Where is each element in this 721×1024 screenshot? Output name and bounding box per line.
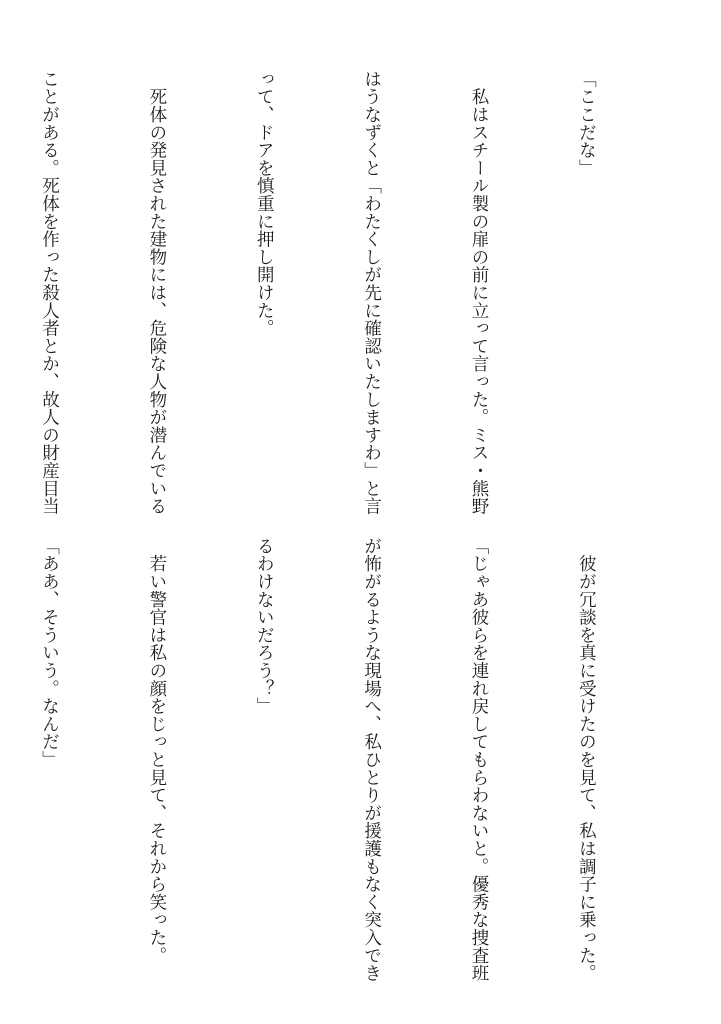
text-line: 若い警官は私の顔をじっと見て、それから笑った。 [146, 537, 167, 965]
text-block-bottom [0, 537, 675, 982]
text-line: 私はスチール製の扉の前に立って言った。ミス・熊野 [469, 70, 490, 515]
text-line: が怖がるような現場へ、私ひとりが援護もなく突入でき [361, 537, 382, 982]
text-line: 「じゃあ彼らを連れ戻してもらわないと。優秀な捜査班 [469, 537, 490, 982]
text-block-top [0, 70, 675, 515]
text-line: るわけないだろう？」 [254, 537, 275, 715]
text-line: 「ここだな」 [576, 70, 597, 177]
text-line: 死体の発見された建物には、危険な人物が潜んでいる [146, 70, 167, 515]
text-line: って、ドアを慎重に押し開けた。 [254, 70, 275, 337]
text-line: 「ああ、そういう。なんだ」 [39, 537, 60, 769]
text-line: はうなずくと「わたくしが先に確認いたしますわ」と言 [361, 70, 382, 515]
text-line: 彼が冗談を真に受けたのを見て、私は調子に乗った。 [576, 537, 597, 982]
text-line: ことがある。死体を作った殺人者とか、故人の財産目当 [39, 70, 60, 515]
